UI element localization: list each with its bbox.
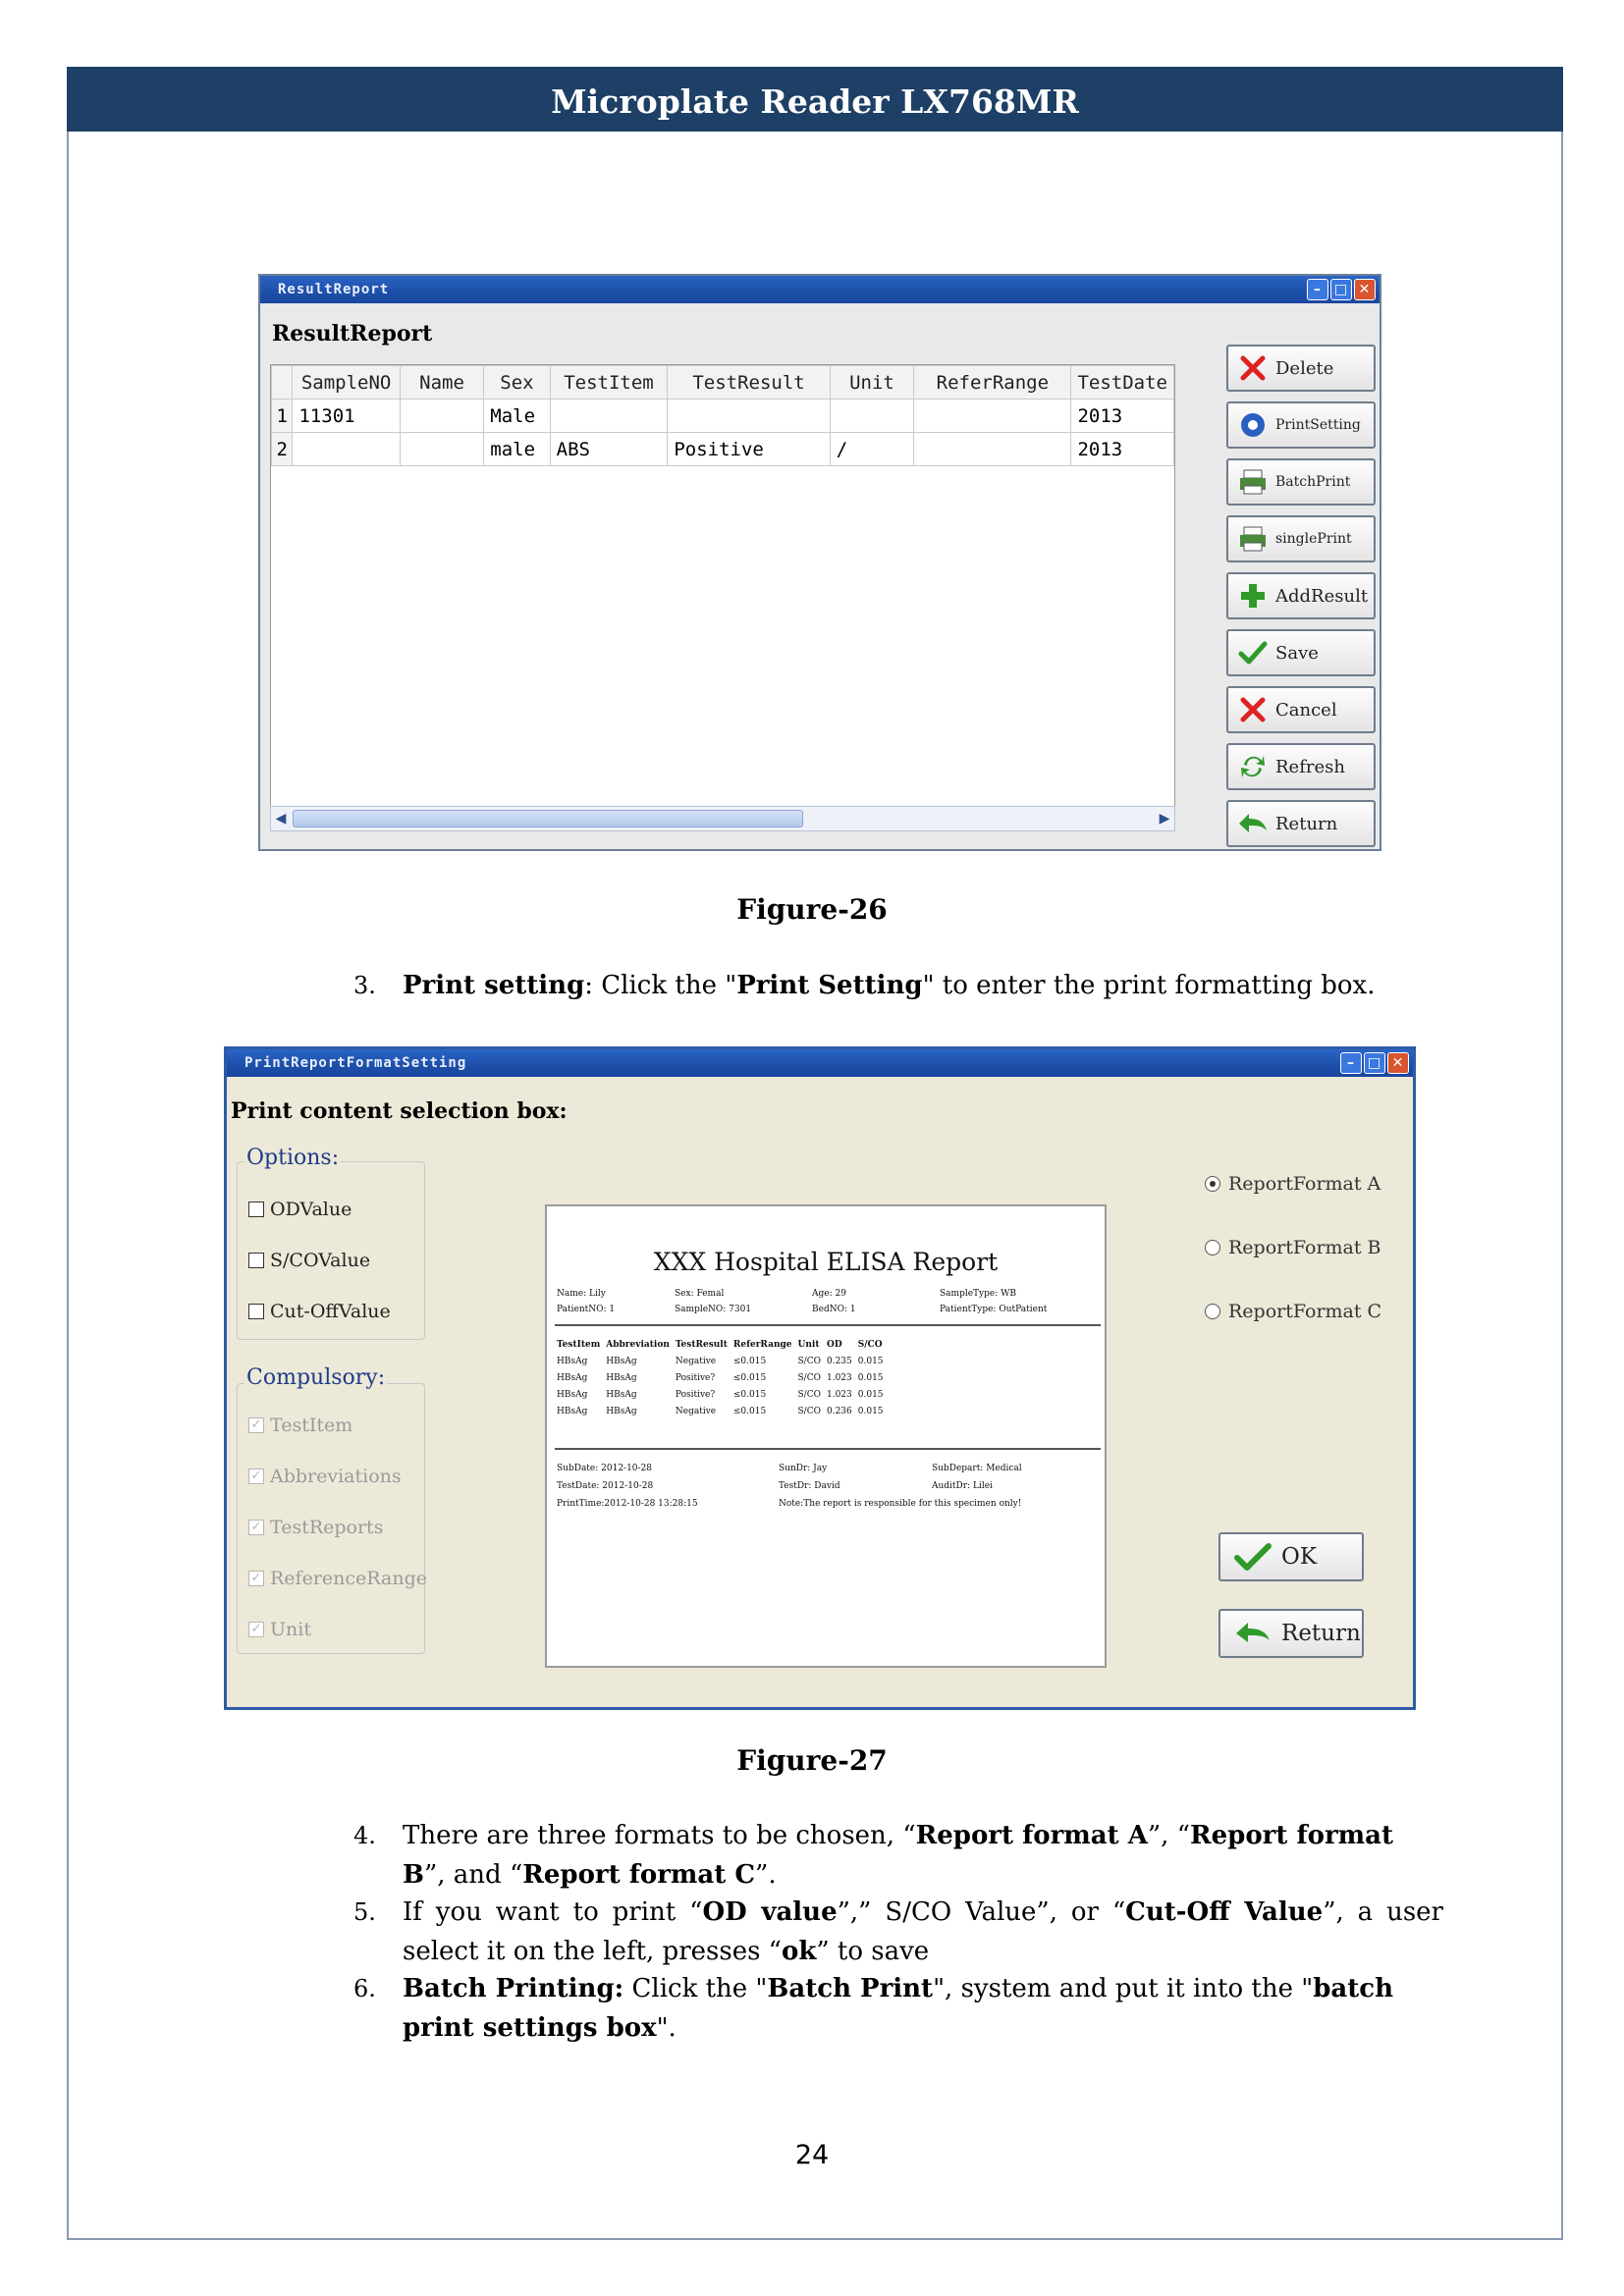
window-title: PrintReportFormatSetting (244, 1055, 467, 1071)
step-5-bold: OD value (702, 1897, 838, 1927)
scroll-left-icon[interactable]: ◀ (275, 811, 287, 827)
button-label: Return (1275, 813, 1338, 834)
window-title: ResultReport (278, 282, 390, 297)
preview-info: PatientNO: 1 (557, 1305, 616, 1314)
checkbox-box[interactable] (248, 1253, 264, 1268)
step-3-bold-lead: Print setting (403, 971, 585, 1000)
table-cell[interactable]: 2013 (1071, 400, 1174, 433)
preview-info: Age: 29 (812, 1289, 846, 1299)
step-4-bold: Report format A (915, 1821, 1148, 1850)
step-5-bold: Cut-Off Value (1125, 1897, 1324, 1927)
ok-label: OK (1281, 1544, 1318, 1570)
preview-column-header: ReferRange (732, 1339, 792, 1350)
step-5-paragraph (353, 1893, 1443, 1971)
table-row[interactable] (272, 400, 1174, 433)
preview-cell: 0.015 (857, 1406, 884, 1416)
singleprint-button[interactable] (1226, 515, 1376, 562)
step-3-text: : Click the " (584, 971, 737, 1000)
result-grid (270, 364, 1175, 831)
check-icon (1234, 1542, 1272, 1572)
column-header[interactable]: Name (400, 366, 484, 400)
checkbox-box: ✓ (248, 1622, 264, 1637)
checkbox-cutoffvalue[interactable] (248, 1301, 391, 1322)
preview-info: SampleNO: 7301 (675, 1305, 752, 1314)
compulsory-title: Compulsory: (246, 1365, 386, 1390)
preview-cell: Positive? (675, 1389, 716, 1400)
preview-cell: 0.236 (826, 1406, 852, 1416)
refresh-icon (1236, 750, 1270, 783)
preview-column-header: TestResult (675, 1339, 728, 1350)
table-cell[interactable] (400, 400, 484, 433)
button-label: Cancel (1275, 699, 1337, 721)
addresult-button[interactable] (1226, 572, 1376, 619)
return-button[interactable] (1226, 800, 1376, 847)
minimize-icon[interactable]: – (1340, 1052, 1362, 1074)
checkbox-label: ReferenceRange (270, 1568, 427, 1589)
checkbox-unit (248, 1619, 311, 1640)
checkbox-label: S/COValue (270, 1250, 371, 1271)
row-number: 1 (272, 400, 293, 433)
figure-26-caption: Figure-26 (736, 893, 888, 926)
preview-cell: S/CO (797, 1372, 821, 1383)
radio-label: ReportFormat B (1228, 1237, 1381, 1258)
empty-row (272, 500, 1174, 533)
checkbox-box: ✓ (248, 1468, 264, 1484)
column-header[interactable]: TestItem (550, 366, 668, 400)
step-6-text: ". (656, 2013, 677, 2043)
step-3-bold-term: Print Setting (736, 971, 923, 1000)
preview-title: XXX Hospital ELISA Report (653, 1248, 999, 1276)
preview-row (557, 1386, 890, 1403)
close-icon[interactable]: ✕ (1354, 279, 1376, 300)
checkbox-box: ✓ (248, 1520, 264, 1535)
empty-row (272, 667, 1174, 700)
plus-icon (1236, 579, 1270, 613)
button-label: Save (1275, 642, 1319, 664)
checkbox-testreports (248, 1517, 383, 1538)
empty-row (272, 600, 1174, 633)
checkbox-referencerange (248, 1568, 427, 1589)
preview-column-header: S/CO (857, 1339, 883, 1350)
checkbox-testitem (248, 1415, 352, 1436)
preview-info: SampleType: WB (940, 1289, 1016, 1299)
maximize-icon[interactable]: □ (1330, 279, 1352, 300)
cancel-button[interactable] (1226, 686, 1376, 733)
checkbox-box: ✓ (248, 1417, 264, 1433)
delete-button[interactable] (1226, 345, 1376, 392)
column-header[interactable]: SampleNO (293, 366, 400, 400)
preview-cell: ≤0.015 (732, 1406, 767, 1416)
preview-cell: HBsAg (557, 1356, 588, 1366)
scroll-right-icon[interactable]: ▶ (1159, 811, 1170, 827)
result-report-heading: ResultReport (272, 321, 433, 347)
step-3-paragraph (353, 966, 1443, 1005)
maximize-icon[interactable]: □ (1364, 1052, 1385, 1074)
step-6-bold: Batch Printing: (403, 1974, 624, 2003)
print-setting-icon (1236, 408, 1270, 442)
preview-cell: 0.015 (857, 1356, 884, 1366)
empty-row (272, 633, 1174, 667)
horizontal-scrollbar[interactable] (270, 806, 1175, 831)
preview-row (557, 1403, 890, 1419)
preview-cell: 1.023 (826, 1389, 852, 1400)
preview-cell: 0.235 (826, 1356, 852, 1366)
checkbox-label: Cut-OffValue (270, 1301, 391, 1322)
table-cell[interactable] (830, 400, 914, 433)
refresh-button[interactable] (1226, 743, 1376, 790)
preview-divider (555, 1324, 1101, 1326)
preview-info: PatientType: OutPatient (940, 1305, 1048, 1314)
step-5-text: ” to save (816, 1937, 930, 1966)
checkbox-box[interactable] (248, 1201, 264, 1217)
empty-row (272, 533, 1174, 566)
step-4-text: ”, “ (1147, 1821, 1191, 1850)
radio-reportformat-a[interactable] (1205, 1173, 1380, 1195)
empty-row (272, 733, 1174, 767)
preview-cell: ≤0.015 (732, 1389, 767, 1400)
x-icon (1236, 351, 1270, 385)
radio-dot[interactable] (1205, 1304, 1220, 1319)
preview-cell: HBsAg (606, 1406, 637, 1416)
document-header: Microplate Reader LX768MR (67, 67, 1563, 132)
checkbox-scovalue[interactable] (248, 1250, 370, 1271)
checkbox-label: TestItem (270, 1415, 353, 1436)
radio-reportformat-c[interactable] (1205, 1301, 1381, 1322)
step-6-text: ", system and put it into the " (933, 1974, 1314, 2003)
preview-row (557, 1369, 890, 1386)
preview-footer: AuditDr: Lilei (932, 1481, 993, 1491)
printer-icon (1236, 522, 1270, 556)
x-icon (1236, 693, 1270, 726)
step-5-text: If you want to print “ (403, 1897, 703, 1927)
empty-row (272, 700, 1174, 733)
step-6-bold: batch print settings box (403, 1974, 1393, 2043)
preview-footer: SunDr: Jay (779, 1464, 828, 1473)
checkbox-label: Unit (270, 1619, 311, 1640)
minimize-icon[interactable]: – (1307, 279, 1328, 300)
preview-footer: SubDepart: Medical (932, 1464, 1022, 1473)
step-4-bold: Report format B (403, 1821, 1394, 1890)
print-content-heading: Print content selection box: (231, 1098, 568, 1124)
radio-label: ReportFormat A (1228, 1173, 1381, 1195)
table-cell[interactable]: / (830, 433, 914, 466)
check-icon (1236, 636, 1270, 669)
step-6-paragraph (353, 1969, 1443, 2048)
print-report-format-window (224, 1046, 1416, 1710)
table-cell[interactable] (914, 433, 1071, 466)
preview-column-header: TestItem (557, 1339, 601, 1350)
step-4-bold: Report format C (522, 1860, 756, 1890)
window-titlebar[interactable] (227, 1049, 1413, 1077)
step-5-text: ”, a user select it on the left, presses “ (403, 1897, 1443, 1966)
checkbox-box[interactable] (248, 1304, 264, 1319)
preview-cell: S/CO (797, 1356, 821, 1366)
preview-cell: Positive? (675, 1372, 716, 1383)
preview-divider (555, 1448, 1101, 1450)
preview-info: Name: Lily (557, 1289, 606, 1299)
result-report-window (258, 274, 1381, 851)
preview-cell: Negative (675, 1356, 717, 1366)
step-number: 5. (353, 1898, 376, 1926)
step-4-text: ”. (755, 1860, 777, 1890)
table-cell[interactable]: 2013 (1071, 433, 1174, 466)
preview-cell: HBsAg (606, 1356, 637, 1366)
row-number: 2 (272, 433, 293, 466)
button-label: BatchPrint (1275, 474, 1351, 490)
table-cell[interactable] (550, 400, 668, 433)
empty-row (272, 466, 1174, 500)
step-4-text: There are three formats to be chosen, “ (403, 1821, 916, 1850)
printer-icon (1236, 465, 1270, 499)
column-header[interactable]: TestDate (1071, 366, 1174, 400)
table-cell[interactable]: Positive (668, 433, 830, 466)
preview-row (557, 1353, 890, 1369)
preview-cell: HBsAg (557, 1372, 588, 1383)
preview-column-header: OD (826, 1339, 842, 1350)
table-cell[interactable]: ABS (550, 433, 668, 466)
preview-cell: S/CO (797, 1406, 821, 1416)
step-number: 6. (353, 1975, 376, 2002)
table-cell[interactable]: 11301 (293, 400, 400, 433)
button-label: singlePrint (1275, 531, 1352, 547)
table-cell[interactable]: male (484, 433, 550, 466)
table-row[interactable] (272, 433, 1174, 466)
checkbox-abbreviations (248, 1466, 402, 1487)
empty-row (272, 566, 1174, 600)
table-cell[interactable] (400, 433, 484, 466)
figure-27-caption: Figure-27 (736, 1744, 888, 1777)
preview-footer: SubDate: 2012-10-28 (557, 1464, 653, 1473)
preview-cell: HBsAg (557, 1389, 588, 1400)
preview-footer: TestDr: David (779, 1481, 840, 1491)
preview-cell: HBsAg (557, 1406, 588, 1416)
column-header[interactable]: TestResult (668, 366, 830, 400)
checkbox-label: Abbreviations (270, 1466, 402, 1487)
return-arrow-icon (1234, 1619, 1272, 1648)
radio-reportformat-b[interactable] (1205, 1237, 1381, 1258)
preview-column-header: Abbreviation (606, 1339, 670, 1350)
checkbox-label: TestReports (270, 1517, 384, 1538)
table-cell[interactable] (914, 400, 1071, 433)
preview-cell: HBsAg (606, 1372, 637, 1383)
scrollbar-thumb[interactable] (293, 810, 803, 828)
printsetting-button[interactable] (1226, 401, 1376, 449)
column-header[interactable] (272, 366, 293, 400)
column-header[interactable]: Sex (484, 366, 550, 400)
preview-cell: HBsAg (606, 1389, 637, 1400)
preview-cell: 0.015 (857, 1389, 884, 1400)
page-number: 24 (794, 2140, 830, 2170)
window-titlebar[interactable] (260, 276, 1380, 303)
radio-label: ReportFormat C (1228, 1301, 1382, 1322)
options-title: Options: (246, 1146, 340, 1170)
report-preview (545, 1204, 1107, 1668)
return-label: Return (1281, 1621, 1361, 1646)
save-button[interactable] (1226, 629, 1376, 676)
column-header[interactable]: Unit (830, 366, 914, 400)
radio-dot[interactable] (1205, 1240, 1220, 1255)
button-label: Delete (1275, 357, 1334, 379)
step-6-text: Click the " (623, 1974, 768, 2003)
preview-column-header: Unit (797, 1339, 820, 1350)
preview-cell: 1.023 (826, 1372, 852, 1383)
preview-cell: Negative (675, 1406, 717, 1416)
preview-info: Sex: Femal (675, 1289, 725, 1299)
empty-row (272, 767, 1174, 800)
button-label: AddResult (1275, 585, 1369, 607)
step-number: 3. (353, 972, 376, 999)
preview-cell: S/CO (797, 1389, 821, 1400)
preview-footer: TestDate: 2012-10-28 (557, 1481, 654, 1491)
ok-button[interactable] (1218, 1532, 1364, 1581)
preview-cell: ≤0.015 (732, 1356, 767, 1366)
preview-footer: PrintTime:2012-10-28 13:28:15 (557, 1499, 698, 1509)
checkbox-box: ✓ (248, 1571, 264, 1586)
step-6-bold: Batch Print (767, 1974, 934, 2003)
column-header[interactable]: ReferRange (914, 366, 1071, 400)
checkbox-odvalue[interactable] (248, 1199, 352, 1220)
checkbox-label: ODValue (270, 1199, 352, 1220)
table-cell[interactable]: Male (484, 400, 550, 433)
table-cell[interactable] (293, 433, 400, 466)
preview-footer: Note:The report is responsible for this specimen only! (779, 1499, 1022, 1509)
button-label: PrintSetting (1275, 417, 1361, 433)
table-cell[interactable] (668, 400, 830, 433)
preview-cell: ≤0.015 (732, 1372, 767, 1383)
radio-dot[interactable] (1205, 1176, 1220, 1192)
preview-table (557, 1336, 890, 1419)
step-3-text: " to enter the print formatting box. (922, 971, 1376, 1000)
step-5-text: ”,” S/CO Value”, or “ (837, 1897, 1126, 1927)
step-4-paragraph (353, 1816, 1443, 1895)
return-button[interactable] (1218, 1609, 1364, 1658)
return-arrow-icon (1236, 807, 1270, 840)
button-label: Refresh (1275, 756, 1345, 777)
preview-info: BedNO: 1 (812, 1305, 856, 1314)
step-number: 4. (353, 1822, 376, 1849)
step-5-bold: ok (781, 1937, 817, 1966)
step-4-text: ”, and “ (423, 1860, 523, 1890)
batchprint-button[interactable] (1226, 458, 1376, 506)
close-icon[interactable]: ✕ (1387, 1052, 1409, 1074)
preview-cell: 0.015 (857, 1372, 884, 1383)
